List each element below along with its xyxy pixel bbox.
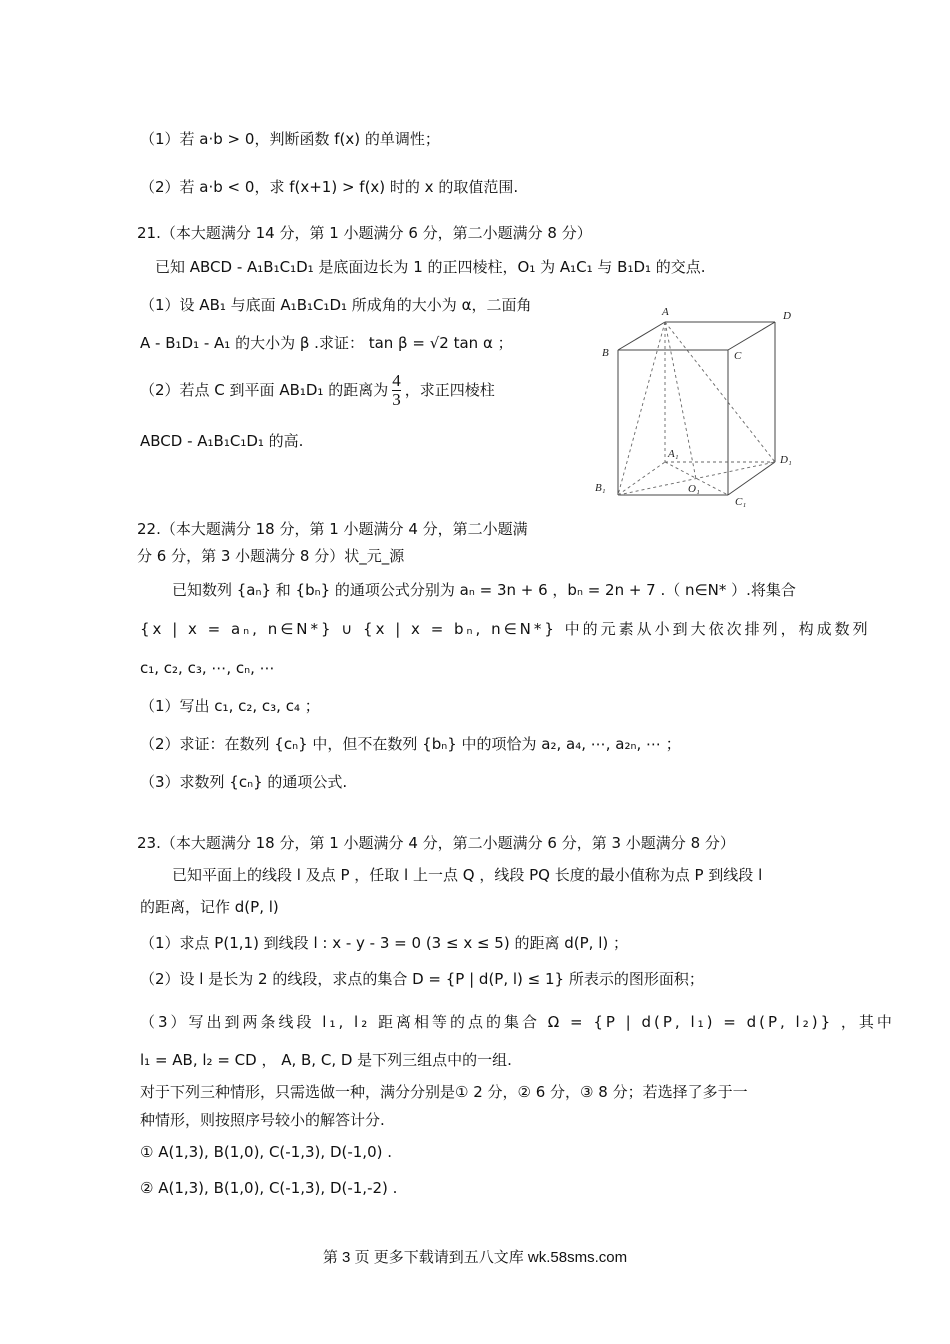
prism-figure — [590, 302, 810, 512]
q22-part2: （2）求证：在数列 {cₙ} 中，但不在数列 {bₙ} 中的项恰为 a₂, a₄, ⋯, a₂ₙ, ⋯ ； — [140, 735, 681, 753]
edge-CD — [728, 322, 775, 350]
q22-line3: c₁, c₂, c₃, ⋯, cₙ, ⋯ — [140, 659, 275, 677]
q23-line2: 的距离，记作 d(P, l) — [140, 898, 279, 916]
q20-part2: （2）若 a·b < 0，求 f(x+1) > f(x) 时的 x 的取值范围. — [140, 178, 519, 196]
label-A1: A₁ — [668, 448, 679, 460]
fraction-numerator: 4 — [392, 371, 401, 390]
label-D: D — [783, 310, 791, 322]
q22-line1: 已知数列 {aₙ} 和 {bₙ} 的通项公式分别为 aₙ = 3n + 6 ，bₙ = 2n + 7 .（ n∈N* ）.将集合 — [172, 581, 796, 599]
q23-heading: 23.（本大题满分 18 分，第 1 小题满分 4 分，第二小题满分 6 分，第 3 小题满分 8 分） — [137, 834, 735, 852]
label-B: B — [602, 347, 609, 359]
edge-C1D1 — [728, 462, 775, 495]
fraction-denominator: 3 — [392, 390, 401, 409]
q22-part3: （3）求数列 {cₙ} 的通项公式. — [140, 773, 348, 791]
q21-part1-line1: （1）设 AB₁ 与底面 A₁B₁C₁D₁ 所成角的大小为 α，二面角 — [140, 296, 532, 314]
q21-part2-line1 — [140, 372, 495, 409]
q23-note-line2: 种情形，则按照序号较小的解答计分. — [140, 1111, 385, 1129]
q21-part2-pre: （2）若点 C 到平面 AB₁D₁ 的距离为 — [140, 381, 389, 399]
q22-heading-line2: 分 6 分，第 3 小题满分 8 分）状_元_源 — [137, 547, 405, 565]
edge-BA — [618, 322, 665, 350]
label-C: C — [734, 350, 742, 362]
q23-part3-line1: （3）写出到两条线段 l₁, l₂ 距离相等的点的集合 Ω = {P | d(P, l₁) = d(P, l₂)} ，其中 — [140, 1013, 895, 1031]
q20-part1: （1）若 a·b > 0，判断函数 f(x) 的单调性； — [140, 130, 440, 148]
label-O1: O₁ — [688, 483, 700, 495]
q23-part1: （1）求点 P(1,1) 到线段 l : x - y - 3 = 0 (3 ≤ x ≤ 5) 的距离 d(P, l) ； — [140, 934, 628, 952]
label-D1: D₁ — [780, 454, 792, 466]
q23-line1: 已知平面上的线段 l 及点 P ，任取 l 上一点 Q ，线段 PQ 长度的最小值称为点 P 到线段 l — [172, 866, 763, 884]
line-AD1 — [665, 322, 775, 462]
q23-case2: ② A(1,3), B(1,0), C(-1,3), D(-1,-2) . — [140, 1179, 398, 1197]
q23-part2: （2）设 l 是长为 2 的线段，求点的集合 D = {P | d(P, l) ≤ 1} 所表示的图形面积； — [140, 970, 704, 988]
label-C1: C₁ — [735, 496, 747, 508]
q21-part2-post: ，求正四棱柱 — [404, 381, 495, 399]
q23-note-line1: 对于下列三种情形，只需选做一种，满分分别是① 2 分，② 6 分，③ 8 分；若选择了多于一 — [140, 1083, 748, 1101]
q22-part1: （1）写出 c₁, c₂, c₃, c₄ ； — [140, 697, 320, 715]
page-footer: 第 3 页 更多下载请到五八文库 wk.58sms.com — [322, 1249, 628, 1266]
distance-fraction — [392, 372, 401, 409]
q21-heading: 21.（本大题满分 14 分，第 1 小题满分 6 分，第二小题满分 8 分） — [137, 224, 592, 242]
q21-intro: 已知 ABCD - A₁B₁C₁D₁ 是底面边长为 1 的正四棱柱，O₁ 为 A₁C₁ 与 B₁D₁ 的交点. — [155, 258, 706, 276]
q21-part2-line2: ABCD - A₁B₁C₁D₁ 的高. — [140, 432, 304, 450]
q21-part1-line2: A - B₁D₁ - A₁ 的大小为 β .求证： tan β = √2 tan α ； — [140, 334, 513, 352]
q23-part3-line2: l₁ = AB, l₂ = CD ， A, B, C, D 是下列三组点中的一组. — [140, 1051, 512, 1069]
line-AB1 — [618, 322, 665, 495]
q22-line2: {x | x = aₙ, n∈N*} ∪ {x | x = bₙ, n∈N*} 中的元素从小到大依次排列，构成数列 — [140, 620, 871, 638]
label-A: A — [662, 306, 669, 318]
label-B1: B₁ — [595, 482, 606, 494]
q23-case1: ① A(1,3), B(1,0), C(-1,3), D(-1,0) . — [140, 1143, 392, 1161]
q22-heading-line1: 22.（本大题满分 18 分，第 1 小题满分 4 分，第二小题满 — [137, 520, 528, 538]
